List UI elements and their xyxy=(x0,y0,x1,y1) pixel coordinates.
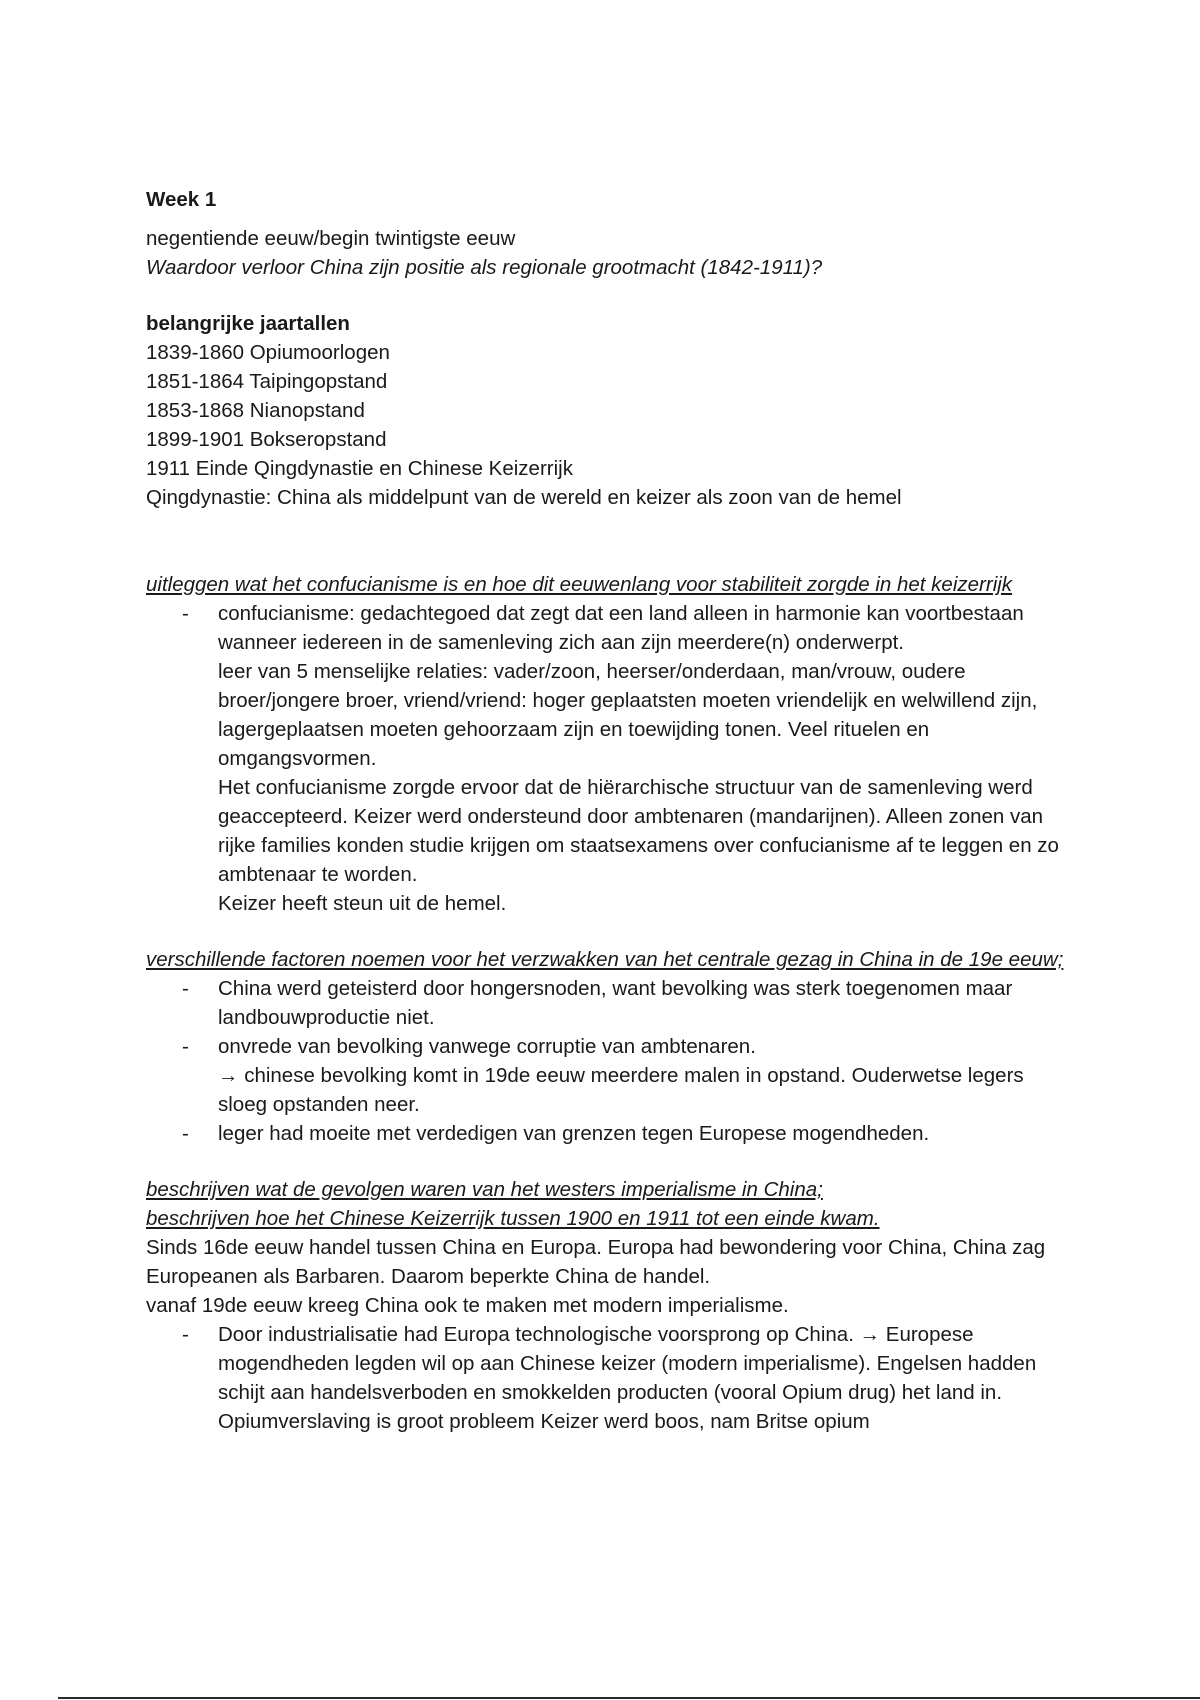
dash-bullet: - xyxy=(182,1035,189,1058)
dash-bullet: - xyxy=(182,1323,189,1346)
paragraph: Het confucianisme zorgde ervoor dat de hiërarchische structuur van de samenleving werd geaccepteerd. Keizer werd ondersteund door ambtenaren (mandarijnen). Alleen zonen van rijke families konden studie krijgen om staatsexamens over confucianisme af te leggen en zo ambtenaar te worden. xyxy=(218,776,1059,886)
confucianism-list xyxy=(146,599,1076,918)
date-item: 1851-1864 Taipingopstand xyxy=(146,370,388,393)
list-item xyxy=(146,599,1076,918)
paragraph: vanaf 19de eeuw kreeg China ook te maken met modern imperialisme. xyxy=(146,1294,789,1317)
dash-bullet: - xyxy=(182,1122,189,1145)
list-item xyxy=(146,1320,1076,1436)
date-item: 1899-1901 Bokseropstand xyxy=(146,428,387,451)
paragraph: Door industrialisatie had Europa technologische voorsprong op China. → Europese mogendheden legden wil op aan Chinese keizer (modern imperialisme). Engelsen hadden schijt aan handelsverboden en smokkelden producten (vooral Opium drug) het land in. Opiumverslaving is groot probleem Keizer werd boos, nam Britse opium xyxy=(218,1323,1037,1433)
paragraph: China werd geteisterd door hongersnoden, want bevolking was sterk toegenomen maar landbouwproductie niet. xyxy=(218,977,1013,1029)
dash-bullet: - xyxy=(182,977,189,1000)
imperialism-list xyxy=(146,1320,1076,1436)
paragraph: confucianisme: gedachtegoed dat zegt dat een land alleen in harmonie kan voortbestaan wanneer iedereen in de samenleving zich aan zijn meerdere(n) onderwerpt. xyxy=(218,602,1024,654)
dash-bullet: - xyxy=(182,602,189,625)
paragraph: leger had moeite met verdedigen van grenzen tegen Europese mogendheden. xyxy=(218,1122,930,1145)
section-heading-confucianism: uitleggen wat het confucianisme is en hoe dit eeuwenlang voor stabiliteit zorgde in het keizerrijk xyxy=(146,573,1013,596)
list-item xyxy=(146,974,1076,1032)
date-item: 1839-1860 Opiumoorlogen xyxy=(146,341,390,364)
paragraph: → chinese bevolking komt in 19de eeuw meerdere malen in opstand. Ouderwetse legers sloeg opstanden neer. xyxy=(218,1064,1024,1116)
date-item: 1853-1868 Nianopstand xyxy=(146,399,365,422)
paragraph: leer van 5 menselijke relaties: vader/zoon, heerser/onderdaan, man/vrouw, oudere broer/jongere broer, vriend/vriend: hoger geplaatsten moeten vriendelijk en welwillend zijn, lagergeplaatsen moeten gehoorzaam zijn en toewijding tonen. Veel rituelen en omgangsvormen. xyxy=(218,660,1038,770)
paragraph: onvrede van bevolking vanwege corruptie van ambtenaren. xyxy=(218,1035,756,1058)
date-item: 1911 Einde Qingdynastie en Chinese Keizerrijk xyxy=(146,457,573,480)
section-heading-central-authority: verschillende factoren noemen voor het verzwakken van het centrale gezag in China in de 19e eeuw; xyxy=(146,948,1064,971)
paragraph: Keizer heeft steun uit de hemel. xyxy=(218,892,507,915)
section-heading-imperialism: beschrijven wat de gevolgen waren van het westers imperialisme in China; xyxy=(146,1178,823,1201)
list-item xyxy=(146,1032,1076,1119)
list-item xyxy=(146,1119,1076,1148)
date-item: Qingdynastie: China als middelpunt van de wereld en keizer als zoon van de hemel xyxy=(146,486,902,509)
section-heading-end-empire: beschrijven hoe het Chinese Keizerrijk tussen 1900 en 1911 tot een einde kwam. xyxy=(146,1207,880,1230)
period-line: negentiende eeuw/begin twintigste eeuw xyxy=(146,227,516,250)
week-title: Week 1 xyxy=(146,188,217,211)
paragraph: Sinds 16de eeuw handel tussen China en Europa. Europa had bewondering voor China, China zag Europeanen als Barbaren. Daarom beperkte China de handel. xyxy=(146,1236,1046,1288)
central-authority-list xyxy=(146,974,1076,1148)
page-bottom-rule xyxy=(58,1697,1200,1699)
document-page xyxy=(146,185,1076,1436)
main-question: Waardoor verloor China zijn positie als regionale grootmacht (1842-1911)? xyxy=(146,256,823,279)
dates-heading: belangrijke jaartallen xyxy=(146,312,350,335)
dates-list xyxy=(146,338,1076,512)
